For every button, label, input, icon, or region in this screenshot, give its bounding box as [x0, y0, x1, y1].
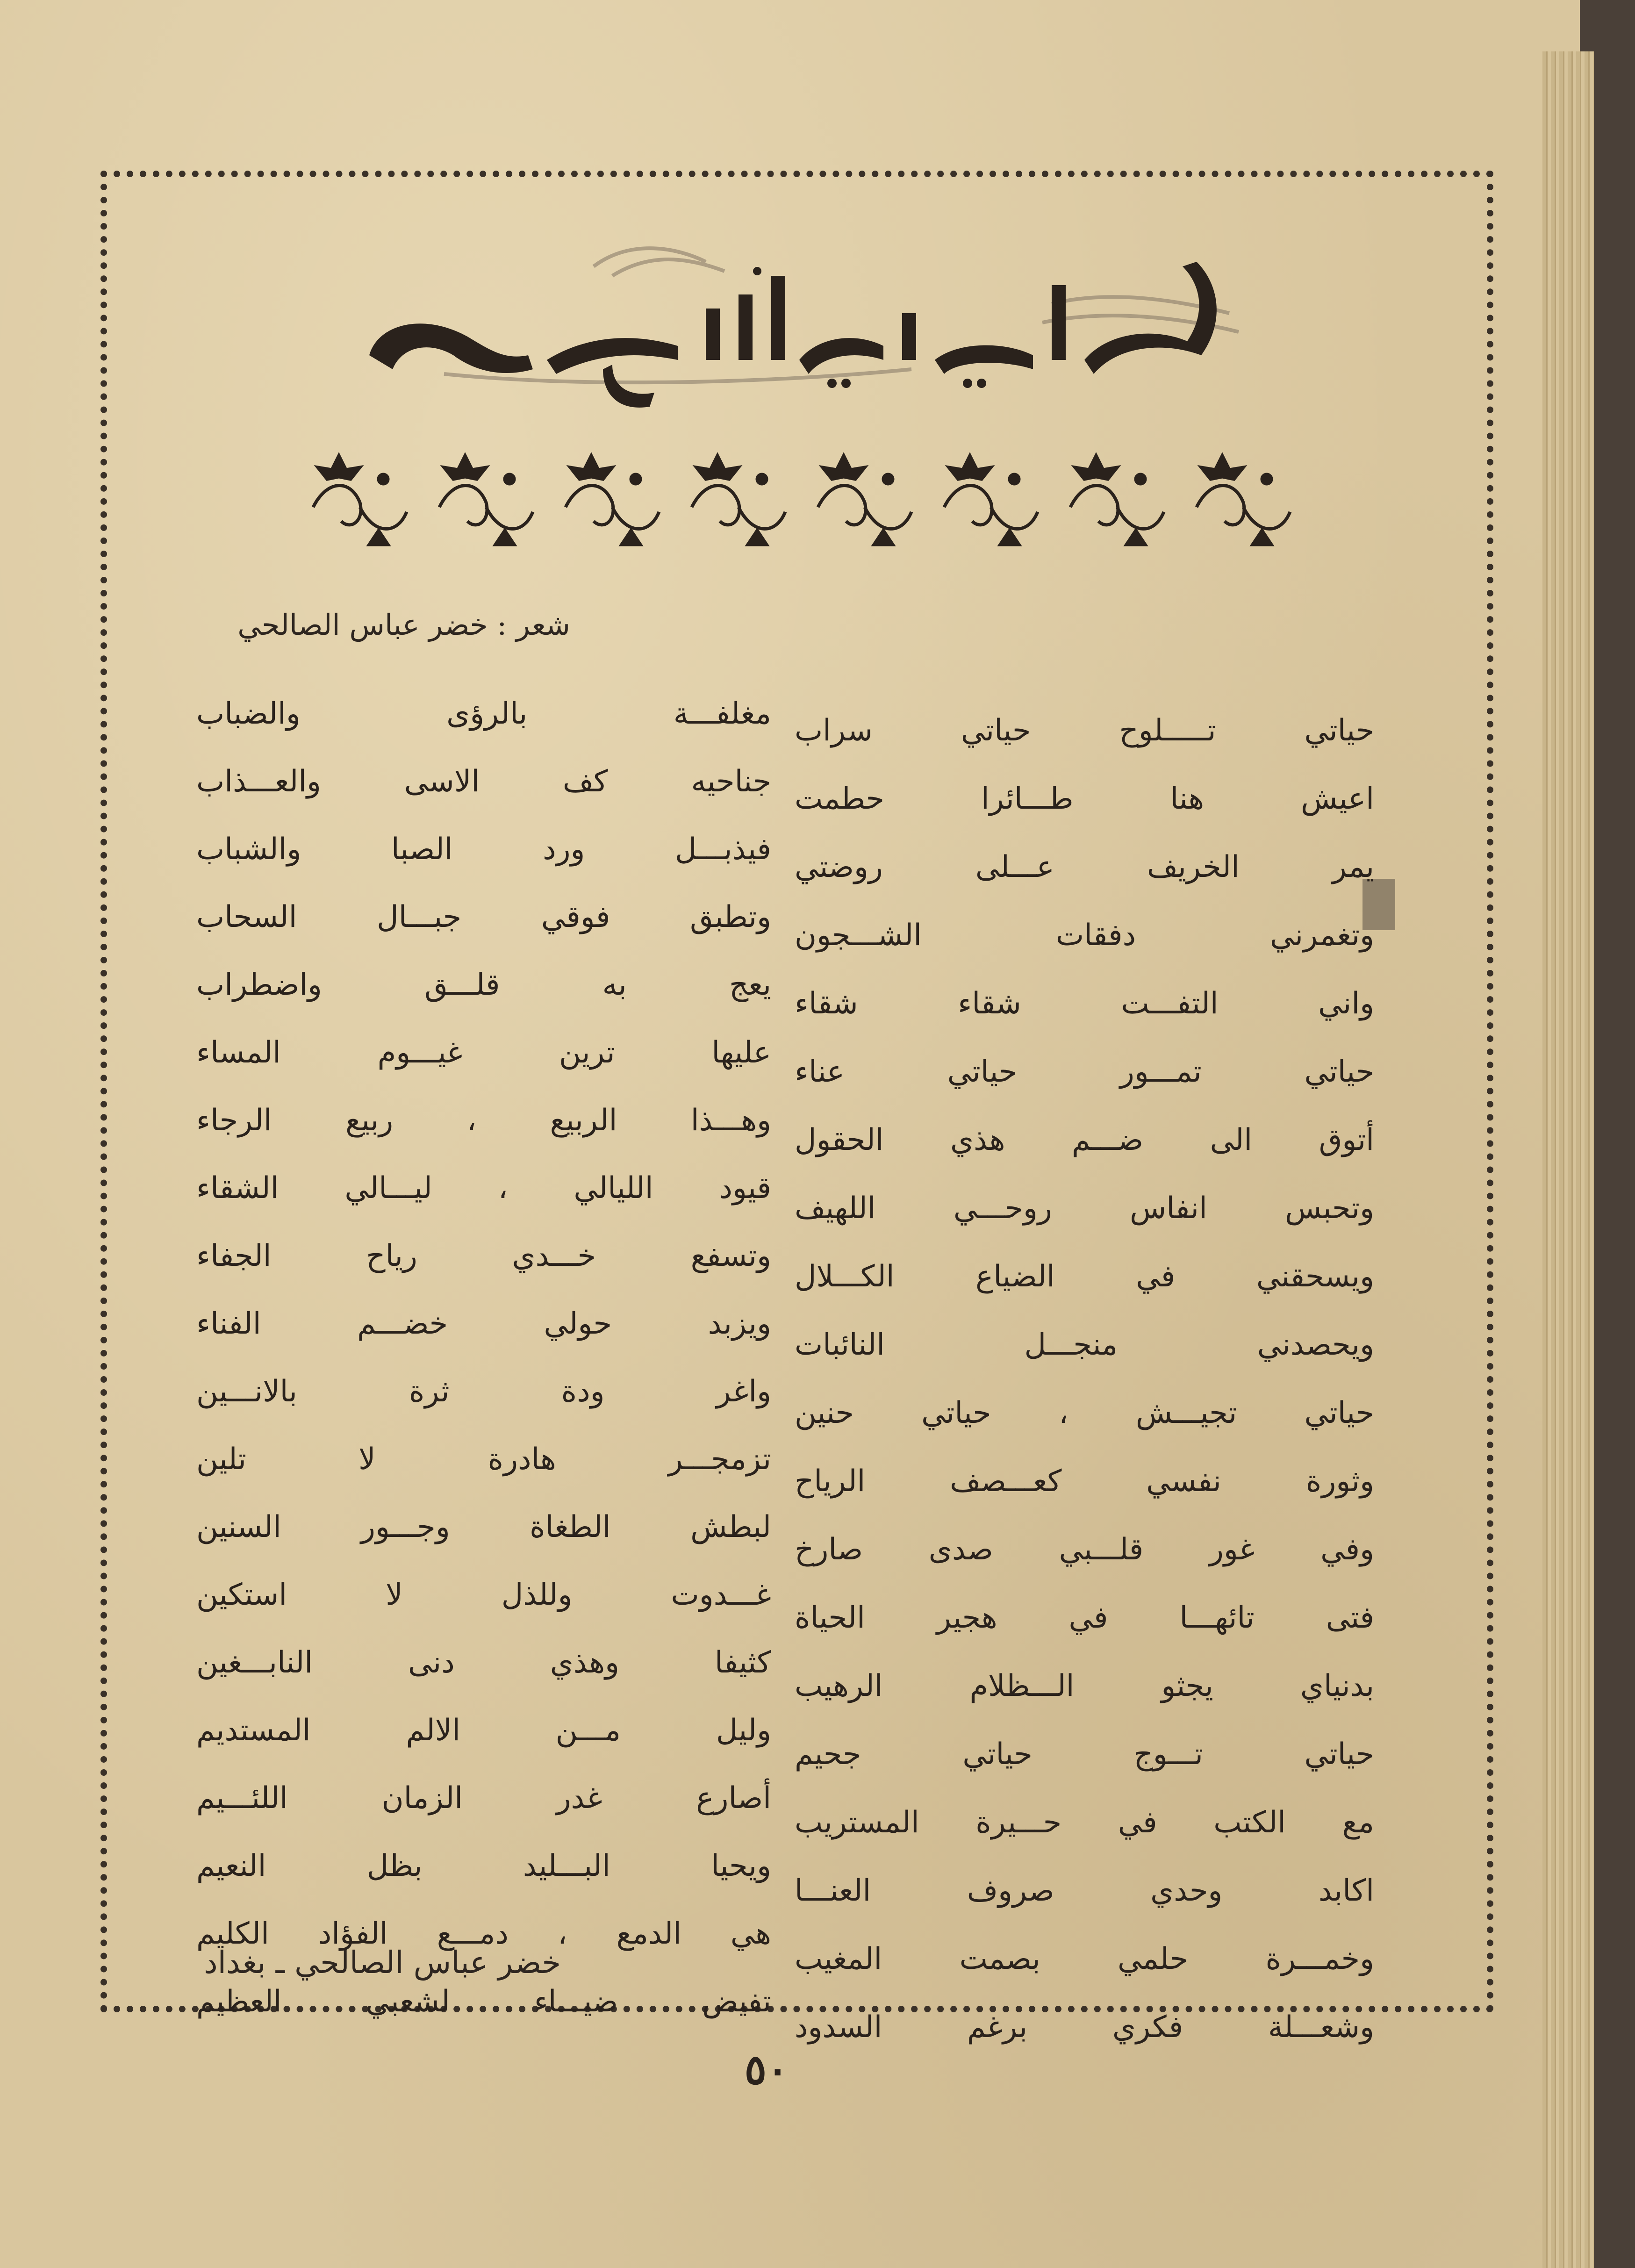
- verse-line: بدنياي يجثو الـــظلام الرهيب: [795, 1669, 1374, 1703]
- verse-line: واني التفـــت شقاء شقاء: [795, 986, 1374, 1021]
- poem-column-right: [795, 696, 1374, 2061]
- poem-byline: شعر : خضر عباس الصالحي: [237, 608, 570, 642]
- verse-line: فيذبـــل ورد الصبا والشباب: [196, 832, 771, 867]
- verse-line: مغلفـــة بالرؤى والضباب: [196, 696, 771, 731]
- verse-line: كثيفا وهذي دنى النابـــغين: [196, 1645, 771, 1680]
- verse-line: اكابد وحدي صروف العنـــا: [795, 1873, 1374, 1908]
- verse-line: ويحيا البـــليد بظل النعيم: [196, 1849, 771, 1883]
- verse-line: وتحبس انفاس روحـــي اللهيف: [795, 1191, 1374, 1226]
- verse-line: يمر الخريف عـــلى روضتي: [795, 850, 1374, 884]
- verse-line: يعج به قلـــق واضطراب: [196, 968, 771, 1002]
- verse-line: حياتي تجيـــش ، حياتي حنين: [795, 1396, 1374, 1430]
- verse-line: وليل مـــن الالم المستديم: [196, 1713, 771, 1748]
- verse-line: حياتي تـــــلوح حياتي سراب: [795, 713, 1374, 748]
- verse-line: وهـــذا الربيع ، ربيع الرجاء: [196, 1103, 771, 1138]
- verse-line: تزمجـــر هادرة لا تلين: [196, 1442, 771, 1477]
- verse-line: وشعـــلة فكري برغم السدود: [795, 2010, 1374, 2045]
- floral-ornament-band: [304, 451, 1327, 563]
- verse-line: وتغمرني دفقات الشـــجون: [795, 918, 1374, 953]
- page-stack-edge: [1542, 51, 1594, 2268]
- verse-line: وتطبق فوقي جبـــال السحاب: [196, 900, 771, 934]
- verse-line: قيود الليالي ، ليـــالي الشقاء: [196, 1171, 771, 1206]
- verse-line: ويسحقني في الضياع الكـــلال: [795, 1259, 1374, 1294]
- verse-line: ويحصدني منجـــل النائبات: [795, 1328, 1374, 1362]
- verse-line: غـــدوت وللذل لا استكين: [196, 1578, 771, 1612]
- verse-line: حياتي تمـــور حياتي عناء: [795, 1055, 1374, 1089]
- verse-line: حياتي تـــوج حياتي جحيم: [795, 1737, 1374, 1772]
- verse-line: هي الدمع ، دمـــع الفؤاد الكليم: [196, 1916, 771, 1951]
- verse-line: وفي غور قلـــبي صدى صارخ: [795, 1532, 1374, 1567]
- verse-line: أصارع غدر الزمان اللئـــيم: [196, 1781, 771, 1816]
- verse-line: وتسفع خـــدي رياح الجفاء: [196, 1239, 771, 1273]
- verse-line: أتوق الى ضـــم هذي الحقول: [795, 1123, 1374, 1157]
- verse-line: عليها ترين غيـــوم المساء: [196, 1035, 771, 1070]
- poem-column-left: [196, 680, 771, 2036]
- verse-line: وثورة نفسي كعـــصف الرياح: [795, 1464, 1374, 1499]
- verse-line: وخمـــرة حلمي بصمت المغيب: [795, 1942, 1374, 1976]
- verse-line: لبطش الطغاة وجـــور السنين: [196, 1510, 771, 1544]
- verse-line: جناحيه كف الاسى والعـــذاب: [196, 764, 771, 799]
- author-signature: خضر عباس الصالحي ـ بغداد: [204, 1945, 561, 1981]
- verse-line: مع الكتب في حـــيرة المستريب: [795, 1805, 1374, 1840]
- page-number: ٥٠: [744, 2045, 789, 2094]
- verse-line: فتى تائهـــا في هجير الحياة: [795, 1601, 1374, 1635]
- verse-line: ويزبد حولي خضـــم الفناء: [196, 1306, 771, 1341]
- verse-line: اعيش هنا طـــائرا حطمت: [795, 782, 1374, 816]
- verse-line: تفيض ضيـــاء لشعبي العظيم: [196, 1984, 771, 2019]
- calligraphy-title-graphic: [351, 220, 1285, 421]
- verse-line: واغر ودة ثرة بالانـــين: [196, 1374, 771, 1409]
